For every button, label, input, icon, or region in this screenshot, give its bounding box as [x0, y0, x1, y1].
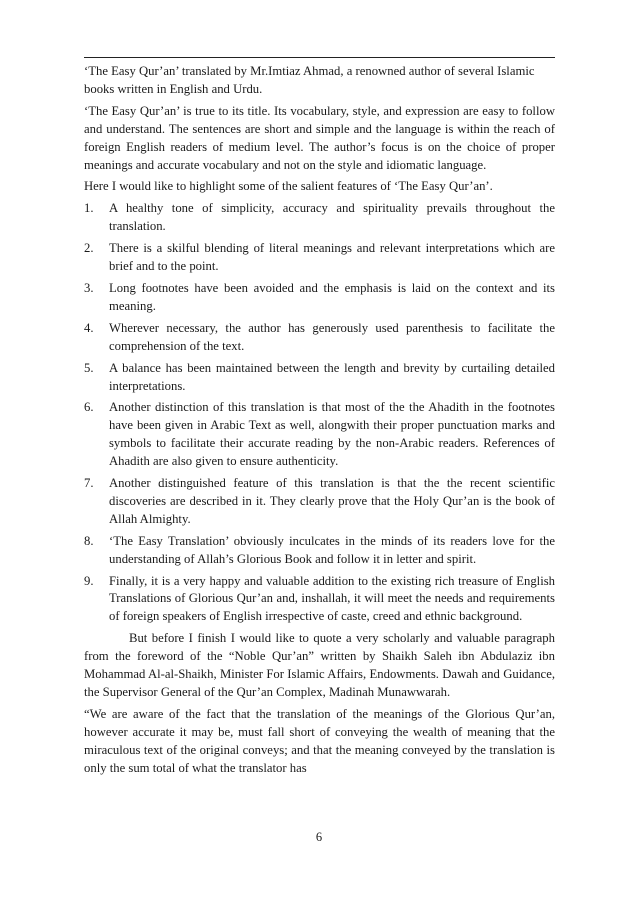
intro-paragraph: ‘The Easy Qur’an’ translated by Mr.Imtiaz Ahmad, a renowned author of several Islamic books written in English and Urdu.	[84, 64, 535, 96]
quote-paragraph: “We are aware of the fact that the translation of the meanings of the Glorious Qur’an, however accurate it may be, must fall short of conveying the wealth of meaning that the miraculous text of the original conveys; and that the meaning conveyed by the translation is only the sum total of what the translator has	[84, 706, 555, 775]
list-item	[84, 475, 555, 529]
item-text: ‘The Easy Translation’ obviously inculcates in the minds of its readers love for the understanding of Allah’s Glorious Book and follow it in letter and spirit.	[109, 533, 555, 566]
item-number: 4.	[84, 320, 94, 335]
list-item	[84, 240, 555, 276]
item-number: 3.	[84, 280, 94, 295]
item-number: 5.	[84, 360, 94, 375]
item-text: Another distinguished feature of this translation is that the the recent scientific discoveries are described in it. They clearly prove that the Holy Qur’an is the book of Allah Almighty.	[109, 476, 555, 526]
quote-intro-paragraph: But before I finish I would like to quote a very scholarly and valuable paragraph from the foreword of the “Noble Qur’an” written by Shaikh Saleh ibn Abdulaziz ibn Mohammad Al-al-Shaikh, Minister For Islamic Affairs, Endowments. Dawah and Guidance, the Supervisor General of the Qur’an Complex, Madinah Munawwarah.	[84, 631, 555, 699]
list-item	[84, 573, 555, 627]
list-item	[84, 533, 555, 569]
features-list	[84, 200, 555, 626]
list-item	[84, 320, 555, 356]
title-true-paragraph: ‘The Easy Qur’an’ is true to its title. Its vocabulary, style, and expression are easy to follow and understand. The sentences are short and simple and the language is within the reach of foreign English readers of medium level. The author’s focus is on the choice of proper meanings and accurate vocabulary and not on the style and idiomatic language.	[84, 103, 555, 172]
page-body	[84, 63, 555, 782]
item-number: 2.	[84, 241, 94, 256]
item-text: Wherever necessary, the author has generously used parenthesis to facilitate the comprehension of the text.	[109, 320, 555, 353]
item-number: 1.	[84, 201, 94, 216]
list-item	[84, 360, 555, 396]
item-number: 8.	[84, 533, 94, 548]
item-text: Finally, it is a very happy and valuable addition to the existing rich treasure of English Translations of Glorious Qur’an and, inshallah, it will meet the needs and requirements of foreign speakers of English irrespective of caste, creed and ethnic background.	[109, 573, 555, 624]
list-item	[84, 399, 555, 471]
highlight-paragraph: Here I would like to highlight some of the salient features of ‘The Easy Qur’an’.	[84, 179, 493, 194]
item-text: A balance has been maintained between the length and brevity by curtailing detailed interpretations.	[109, 360, 555, 393]
header-rule	[84, 57, 555, 58]
item-number: 7.	[84, 476, 94, 491]
item-number: 6.	[84, 400, 94, 415]
item-text: Long footnotes have been avoided and the emphasis is laid on the context and its meaning.	[109, 280, 555, 313]
item-number: 9.	[84, 573, 94, 588]
list-item	[84, 200, 555, 236]
item-text: A healthy tone of simplicity, accuracy and spirituality prevails throughout the translation.	[109, 201, 555, 234]
item-text: Another distinction of this translation is that most of the the Ahadith in the footnotes have been given in Arabic Text as well, alongwith their proper punctuation marks and symbols to facilitate their accurate reading by the non-Arabic readers. References of Ahadith are also given to ensure authenticity.	[109, 400, 555, 469]
list-item	[84, 280, 555, 316]
item-text: There is a skilful blending of literal meanings and relevant interpretations which are brief and to the point.	[109, 241, 555, 274]
page-number: 6	[315, 830, 323, 844]
